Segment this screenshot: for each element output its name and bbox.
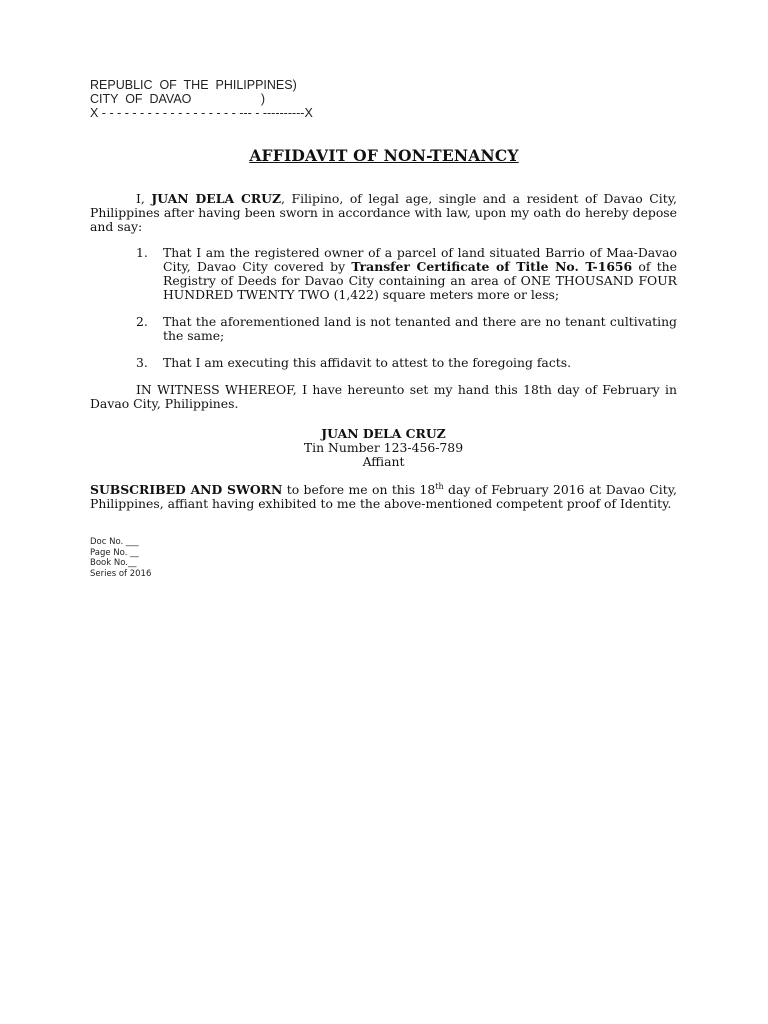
intro-text: , Filipino, of legal age, single and a resident of Davao City, Philippines after having been sworn in accordance with law, upon my oath do hereby depose and say:	[90, 191, 677, 234]
venue-caption	[90, 78, 313, 120]
item-text: That the aforementioned land is not tenanted and there are no tenant cultivating the same;	[163, 314, 677, 343]
list-item	[90, 246, 677, 302]
item-text-post: of the Registry of Deeds for Davao City containing an area of ONE THOUSAND FOUR HUNDRED TWENTY TWO (1,422) square meters more or less;	[163, 259, 677, 302]
affiant-role: Affiant	[362, 454, 405, 469]
list-item	[90, 356, 677, 370]
jurat-text-2: day of February 2016 at Davao City, Philippines, affiant having exhibited to me the above-mentioned competent proof of Identity.	[90, 482, 677, 511]
list-item	[90, 315, 677, 343]
item-title-number: Transfer Certificate of Title No. T-1656	[351, 259, 633, 274]
intro-pre: I,	[136, 191, 152, 206]
item-number: 2.	[136, 314, 148, 329]
jurat-ordinal: th	[435, 481, 444, 491]
jurat-heading: SUBSCRIBED AND SWORN	[90, 482, 283, 497]
jurat-paragraph	[90, 483, 677, 511]
caption-city: CITY OF DAVAO )	[90, 92, 266, 106]
document-title: AFFIDAVIT OF NON-TENANCY	[249, 146, 519, 165]
item-text: That I am executing this affidavit to attest to the foregoing facts.	[163, 355, 572, 370]
affiant-block	[90, 427, 677, 469]
statement-list	[90, 246, 677, 370]
item-number: 1.	[136, 245, 148, 260]
caption-separator: X - - - - - - - - - - - - - - - - - - --- - ----------X	[90, 106, 313, 120]
book-number: Book No.__	[90, 558, 137, 568]
series-year: Series of 2016	[90, 568, 152, 579]
item-number: 3.	[136, 355, 148, 370]
intro-paragraph	[90, 192, 677, 234]
affiant-tin: Tin Number 123-456-789	[303, 440, 464, 455]
doc-number: Doc No. ___	[90, 537, 139, 547]
notary-entries	[90, 537, 151, 579]
intro-name: JUAN DELA CRUZ	[151, 191, 282, 206]
document-body	[90, 192, 677, 523]
caption-republic: REPUBLIC OF THE PHILIPPINES)	[90, 78, 297, 92]
jurat-text-1: to before me on this 18	[282, 482, 436, 497]
witness-paragraph: IN WITNESS WHEREOF, I have hereunto set my hand this 18th day of February in Davao City, Philippines.	[90, 382, 677, 411]
item-text-pre: That I am the registered owner of a parcel of land situated Barrio of Maa-Davao City, Davao City covered by	[163, 245, 677, 274]
affiant-name: JUAN DELA CRUZ	[321, 426, 446, 441]
page-number: Page No. __	[90, 547, 139, 558]
